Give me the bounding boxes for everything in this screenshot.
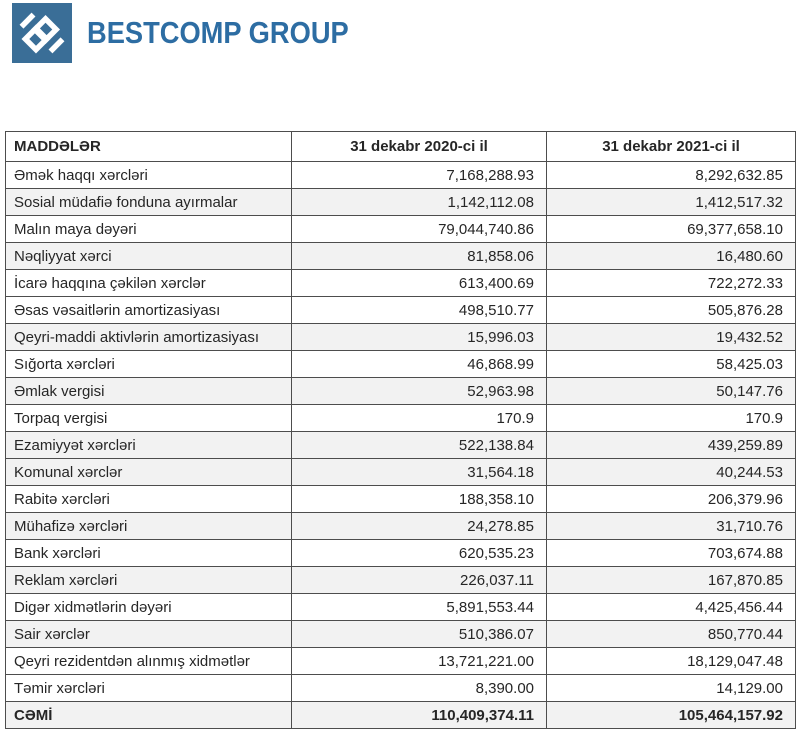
table-row — [6, 189, 796, 216]
table-row — [6, 324, 796, 351]
table-row — [6, 378, 796, 405]
table-row — [6, 621, 796, 648]
row-value-2021: 170.9 — [547, 405, 796, 432]
row-value-2021: 14,129.00 — [547, 675, 796, 702]
row-label: Təmir xərcləri — [6, 675, 292, 702]
row-value-2020: 31,564.18 — [292, 459, 547, 486]
row-value-2021: 19,432.52 — [547, 324, 796, 351]
row-value-2020: 510,386.07 — [292, 621, 547, 648]
table-row — [6, 540, 796, 567]
row-value-2021: 50,147.76 — [547, 378, 796, 405]
row-value-2021: 1,412,517.32 — [547, 189, 796, 216]
table-row — [6, 351, 796, 378]
row-label: Malın maya dəyəri — [6, 216, 292, 243]
table-body — [6, 162, 796, 729]
total-value-2021: 105,464,157.92 — [547, 702, 796, 729]
row-value-2021: 40,244.53 — [547, 459, 796, 486]
row-value-2020: 522,138.84 — [292, 432, 547, 459]
bestcomp-logo-icon — [12, 3, 72, 63]
table-header-row — [6, 132, 796, 162]
table-row — [6, 459, 796, 486]
expenses-table — [5, 131, 796, 729]
row-label: Ezamiyyət xərcləri — [6, 432, 292, 459]
total-row — [6, 702, 796, 729]
row-value-2021: 850,770.44 — [547, 621, 796, 648]
row-value-2020: 81,858.06 — [292, 243, 547, 270]
table-row — [6, 675, 796, 702]
row-value-2021: 31,710.76 — [547, 513, 796, 540]
row-value-2021: 8,292,632.85 — [547, 162, 796, 189]
table-row — [6, 297, 796, 324]
row-label: İcarə haqqına çəkilən xərclər — [6, 270, 292, 297]
table-row — [6, 567, 796, 594]
row-value-2020: 7,168,288.93 — [292, 162, 547, 189]
row-label: Digər xidmətlərin dəyəri — [6, 594, 292, 621]
row-value-2020: 13,721,221.00 — [292, 648, 547, 675]
table-row — [6, 486, 796, 513]
row-value-2021: 167,870.85 — [547, 567, 796, 594]
row-value-2021: 18,129,047.48 — [547, 648, 796, 675]
brand-header — [12, 3, 384, 63]
row-value-2020: 170.9 — [292, 405, 547, 432]
table-row — [6, 216, 796, 243]
row-value-2021: 703,674.88 — [547, 540, 796, 567]
row-label: Əsas vəsaitlərin amortizasiyası — [6, 297, 292, 324]
row-label: Əmlak vergisi — [6, 378, 292, 405]
row-label: Bank xərcləri — [6, 540, 292, 567]
row-value-2021: 58,425.03 — [547, 351, 796, 378]
table-row — [6, 513, 796, 540]
row-label: Sair xərclər — [6, 621, 292, 648]
row-label: Qeyri-maddi aktivlərin amortizasiyası — [6, 324, 292, 351]
row-value-2020: 226,037.11 — [292, 567, 547, 594]
row-value-2020: 8,390.00 — [292, 675, 547, 702]
total-label: CƏMİ — [6, 702, 292, 729]
table-row — [6, 594, 796, 621]
table-row — [6, 648, 796, 675]
row-value-2020: 46,868.99 — [292, 351, 547, 378]
row-value-2020: 15,996.03 — [292, 324, 547, 351]
row-value-2021: 439,259.89 — [547, 432, 796, 459]
table-row — [6, 405, 796, 432]
row-value-2020: 188,358.10 — [292, 486, 547, 513]
row-value-2020: 498,510.77 — [292, 297, 547, 324]
row-label: Mühafizə xərcləri — [6, 513, 292, 540]
row-label: Əmək haqqı xərcləri — [6, 162, 292, 189]
total-value-2020: 110,409,374.11 — [292, 702, 547, 729]
row-value-2020: 1,142,112.08 — [292, 189, 547, 216]
row-value-2020: 79,044,740.86 — [292, 216, 547, 243]
table-row — [6, 270, 796, 297]
column-header-items: MADDƏLƏR — [6, 132, 292, 162]
column-header-2020: 31 dekabr 2020-ci il — [292, 132, 547, 162]
row-label: Torpaq vergisi — [6, 405, 292, 432]
row-label: Sosial müdafiə fonduna ayırmalar — [6, 189, 292, 216]
row-value-2021: 16,480.60 — [547, 243, 796, 270]
table-row — [6, 432, 796, 459]
column-header-2021: 31 dekabr 2021-ci il — [547, 132, 796, 162]
row-value-2020: 620,535.23 — [292, 540, 547, 567]
row-label: Komunal xərclər — [6, 459, 292, 486]
row-value-2020: 5,891,553.44 — [292, 594, 547, 621]
row-value-2021: 206,379.96 — [547, 486, 796, 513]
row-label: Qeyri rezidentdən alınmış xidmətlər — [6, 648, 292, 675]
row-label: Reklam xərcləri — [6, 567, 292, 594]
row-value-2020: 613,400.69 — [292, 270, 547, 297]
row-label: Sığorta xərcləri — [6, 351, 292, 378]
row-label: Nəqliyyat xərci — [6, 243, 292, 270]
row-value-2021: 505,876.28 — [547, 297, 796, 324]
row-value-2020: 24,278.85 — [292, 513, 547, 540]
row-value-2021: 69,377,658.10 — [547, 216, 796, 243]
row-label: Rabitə xərcləri — [6, 486, 292, 513]
row-value-2021: 4,425,456.44 — [547, 594, 796, 621]
row-value-2021: 722,272.33 — [547, 270, 796, 297]
row-value-2020: 52,963.98 — [292, 378, 547, 405]
table-row — [6, 243, 796, 270]
brand-name: BESTCOMP GROUP — [87, 15, 349, 50]
table-row — [6, 162, 796, 189]
